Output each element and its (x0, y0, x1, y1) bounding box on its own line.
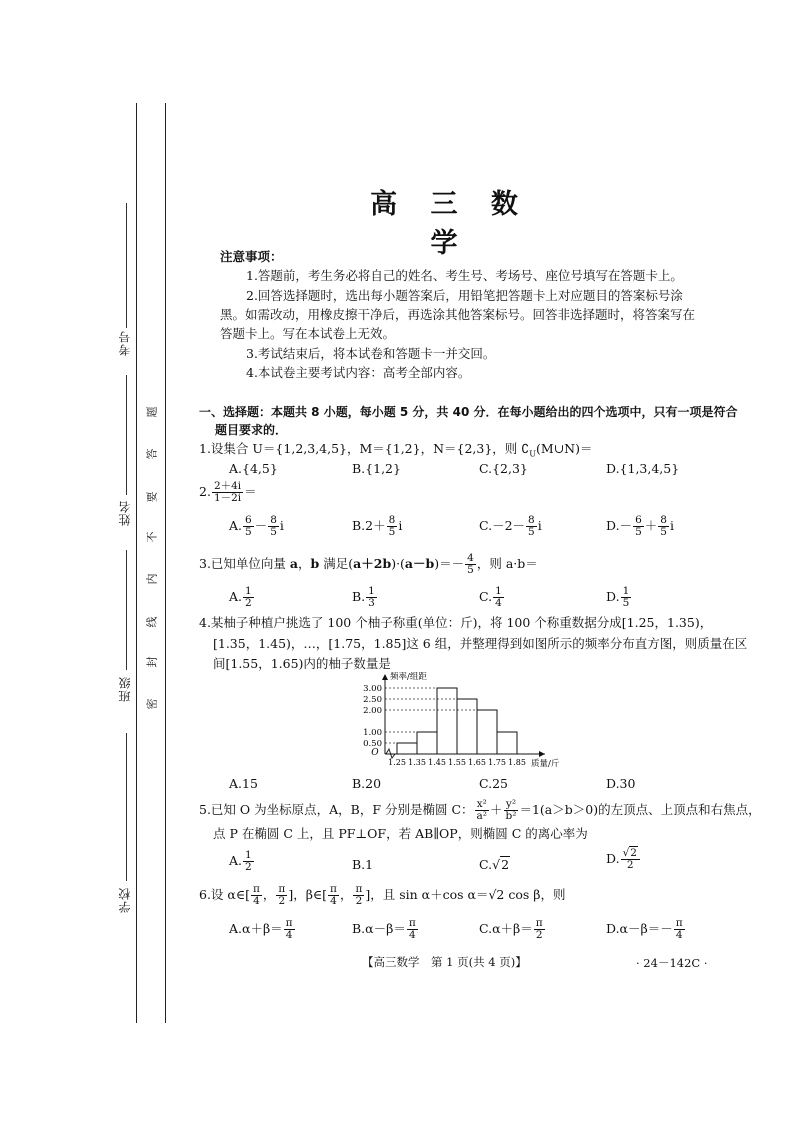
seal-char-7: 封 (145, 656, 159, 668)
histogram-bar (397, 743, 417, 754)
q5-stem-line2: 点 P 在椭圆 C 上，且 PF⊥OF，若 AB∥OP，则椭圆 C 的离心率为 (213, 826, 588, 841)
origin-label: O (371, 748, 379, 758)
q5-stem-line1: 5.已知 O 为坐标原点，A，B，F 分别是椭圆 C： $\frac{\text{x²}}{\text{a²}}$ ＋ $\frac{\text{y²}}{\text{b²}}$ ＝1(a＞b＞0)的左顶点、上顶点和右焦点， (199, 798, 761, 822)
histogram-bar (477, 710, 497, 754)
x-tick-label: 1.65 (468, 758, 486, 767)
name-label: 姓名 (118, 500, 132, 526)
notice-item-2-cont: 黑。如需改动，用橡皮擦干净后，再选涂其他答案标号。回答非选择题时，将答案写在 (220, 307, 696, 322)
q4-option-a: A.15 (229, 776, 258, 791)
histogram-bar (417, 732, 437, 754)
q2-option-b: B.2＋ $\frac{8}{5}$ i (352, 514, 403, 538)
q4-stem-line2: [1.35，1.45)，…，[1.75，1.85]这 6 组，并整理得到如图所示的频率分布直方图，则质量在区 (213, 636, 748, 651)
histogram-bar (457, 699, 477, 754)
x-tick-label: 1.55 (448, 758, 466, 767)
q4-option-d: D.30 (606, 776, 636, 791)
q6-stem: 6.设 α∈[ $\frac{\pi}{4}$ ， $\frac{\pi}{2}$ ]，β∈[ $\frac{\pi}{4}$ ， $\frac{\pi}{2}$ ]，且 sin α＋cos α＝√2 cos β，则 (199, 883, 566, 907)
exam-no-fill-line (126, 203, 127, 328)
q4-option-b: B.20 (352, 776, 382, 791)
q6-option-b: B.α－β＝ $\frac{\pi}{4}$ (352, 917, 416, 941)
q3-stem: 3.已知单位向量 a，b 满足(a＋2b)·(a－b)＝－ $\frac{4}{5}$ ，则 a·b＝ (199, 552, 538, 576)
y-axis-title: 频率/组距 (390, 672, 427, 682)
notice-item-3: 3.考试结束后，将本试卷和答题卡一并交回。 (246, 346, 496, 361)
x-axis-title: 质量/斤 (531, 759, 560, 769)
notice-item-2: 2.回答选择题时，选出每小题答案后，用铅笔把答题卡上对应题目的答案标号涂 (246, 288, 683, 303)
margin-inner-line (165, 103, 166, 1023)
y-tick-label: 1.00 (363, 728, 382, 738)
school-fill-line (126, 733, 127, 881)
seal-char-8: 密 (145, 698, 159, 710)
x-tick-label: 1.85 (508, 758, 526, 767)
x-tick-label: 1.75 (488, 758, 506, 767)
seal-char-3: 要 (145, 491, 159, 503)
school-label: 学校 (118, 887, 132, 913)
frequency-histogram (340, 672, 610, 774)
y-tick-label: 0.50 (363, 739, 382, 749)
q4-stem-line1: 4.某柚子种植户挑选了 100 个柚子称重(单位：斤)，将 100 个称重数据分成[1.25，1.35)， (199, 615, 713, 630)
q3-option-d: D. $\frac{1}{5}$ (606, 585, 630, 609)
y-tick-label: 2.50 (363, 695, 382, 705)
x-tick-label: 1.25 (388, 758, 406, 767)
q3-option-b: B. $\frac{1}{3}$ (352, 585, 375, 609)
seal-char-6: 线 (145, 616, 159, 628)
histogram-bar (437, 688, 457, 754)
y-tick-label: 2.00 (363, 706, 382, 716)
q1-option-a: A.{4,5} (229, 461, 278, 476)
paper-code: · 24－142C · (636, 956, 708, 970)
notice-heading: 注意事项： (220, 249, 283, 264)
class-label: 班级 (118, 676, 132, 702)
q2-stem: 2. $\frac{2+4i}{1-2i}$ ＝ (199, 480, 257, 504)
exam-no-label: 考号 (118, 330, 132, 356)
q5-option-a: A. $\frac{1}{2}$ (229, 849, 252, 873)
seal-char-1: 题 (145, 406, 159, 418)
y-axis-arrow (382, 674, 388, 680)
q2-option-c: C.－2－ $\frac{8}{5}$ i (479, 514, 542, 538)
class-fill-line (126, 550, 127, 670)
histogram-bar (497, 732, 517, 754)
q5-option-d: D. $\frac{√2}{2}$ (606, 848, 641, 871)
seal-char-5: 内 (145, 573, 159, 585)
q3-option-a: A. $\frac{1}{2}$ (229, 585, 252, 609)
q4-option-c: C.25 (479, 776, 508, 791)
notice-item-2-end: 答题卡上。写在本试卷上无效。 (220, 326, 396, 341)
notice-item-1: 1.答题前，考生务必将自己的姓名、考生号、考场号、座位号填写在答题卡上。 (246, 268, 683, 283)
q1-option-c: C.{2,3} (479, 461, 528, 476)
q5-option-b: B.1 (352, 857, 374, 872)
q2-option-d: D.－ $\frac{6}{5}$ ＋ $\frac{8}{5}$ i (606, 514, 674, 538)
q6-option-c: C.α＋β＝ $\frac{\pi}{2}$ (479, 917, 543, 941)
q2-option-a: A. $\frac{6}{5}$ － $\frac{8}{5}$ i (229, 514, 284, 538)
x-tick-label: 1.45 (428, 758, 446, 767)
seal-char-4: 不 (145, 531, 159, 543)
q5-option-c: C.√2 (479, 857, 510, 872)
page-footer: 【高三数学 第 1 页(共 4 页)】 (362, 955, 527, 969)
notice-item-4: 4.本试卷主要考试内容：高考全部内容。 (246, 365, 471, 380)
q6-option-d: D.α－β＝－ $\frac{\pi}{4}$ (606, 917, 683, 941)
q4-stem-line3: 间[1.55，1.65)内的柚子数量是 (213, 656, 391, 671)
section1-heading: 一、选择题：本题共 8 小题，每小题 5 分，共 40 分．在每小题给出的四个选项中，只有一项是符合 (199, 405, 738, 419)
q1-option-d: D.{1,3,4,5} (606, 461, 680, 476)
q6-option-a: A.α＋β＝ $\frac{\pi}{4}$ (229, 917, 293, 941)
section1-heading-cont: 题目要求的． (215, 423, 288, 437)
q1-option-b: B.{1,2} (352, 461, 401, 476)
page-title: 高 三 数 学 (370, 189, 530, 259)
q1-stem: 1.设集合 U＝{1,2,3,4,5}，M＝{1,2}，N＝{2,3}，则 $∁_U(M\cup N)=$ (199, 441, 593, 459)
seal-char-2: 答 (145, 448, 159, 460)
margin-outer-line (136, 103, 137, 1023)
y-tick-label: 3.00 (363, 684, 382, 694)
name-fill-line (126, 375, 127, 495)
x-axis-arrow (539, 751, 545, 757)
q3-option-c: C. $\frac{1}{4}$ (479, 585, 502, 609)
x-tick-label: 1.35 (408, 758, 426, 767)
